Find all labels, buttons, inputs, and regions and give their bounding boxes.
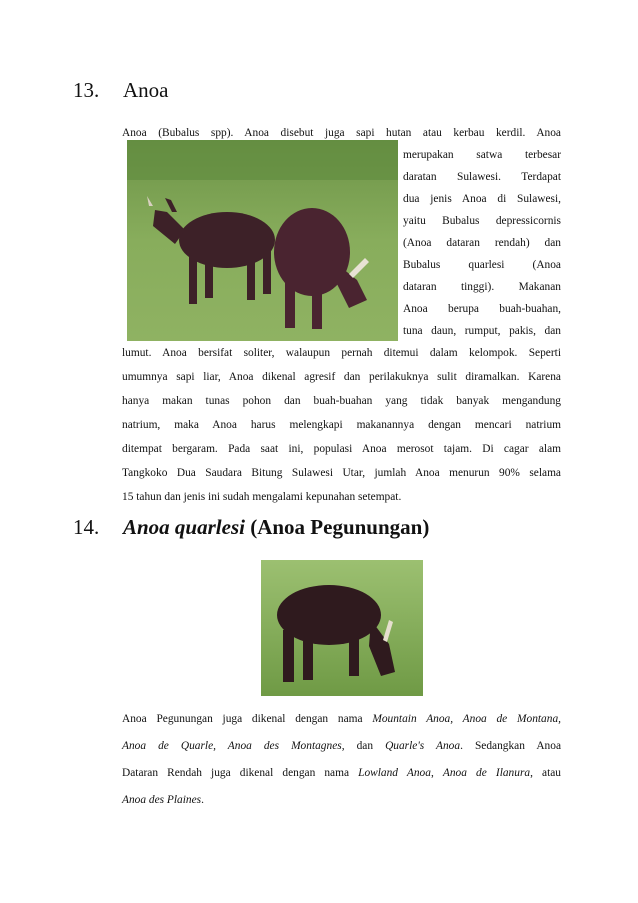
text-run: . — [201, 794, 204, 806]
text-run: Dataran Rendah juga dikenal dengan nama — [122, 767, 359, 779]
section-14-line — [122, 712, 561, 726]
section-14-heading — [73, 515, 429, 539]
section-13-title: Anoa — [123, 78, 169, 102]
body-line: 15 tahun dan jenis ini sudah mengalami kepunahan setempat. — [122, 491, 402, 503]
section-14-line — [122, 766, 561, 780]
text-run: dan — [344, 740, 386, 752]
body-line: lumut. Anoa bersifat soliter, walaupun pernah ditemui dalam kelompok. Seperti — [122, 347, 561, 359]
text-run: . Sedangkan Anoa — [460, 740, 562, 752]
section-14-title-common: (Anoa Pegunungan) — [244, 515, 430, 539]
section-14-line — [122, 793, 561, 807]
text-run: Anoa Pegunungan juga dikenal dengan nama — [122, 713, 373, 725]
section-14-number: 14. — [73, 515, 100, 539]
mountain-anoa-photo — [261, 560, 423, 696]
body-line: yaitu Bubalus depressicornis — [403, 215, 561, 227]
body-line: umumnya sapi liar, Anoa dikenal agresif dan perilakuknya sulit diramalkan. Karena — [122, 371, 561, 383]
italic-name: Anoa des Plaines — [122, 794, 202, 806]
body-line: daratan Sulawesi. Terdapat — [403, 171, 561, 183]
body-line: natrium, maka Anoa harus melengkapi makanannya dengan mencari natrium — [122, 419, 561, 431]
italic-name: Mountain Anoa, Anoa de Montana, — [372, 713, 561, 725]
body-line: dua jenis Anoa di Sulawesi, — [403, 193, 561, 205]
italic-name: Anoa de Quarle, Anoa des Montagnes, — [122, 740, 345, 752]
body-line: Tangkoko Dua Saudara Bitung Sulawesi Utar, jumlah Anoa menurun 90% selama — [122, 467, 561, 479]
body-line: hanya makan tunas pohon dan buah-buahan yang tidak banyak mengandung — [122, 395, 561, 407]
body-line: merupakan satwa terbesar — [403, 149, 561, 161]
text-run: , — [430, 767, 443, 779]
section-14-line — [122, 739, 561, 753]
body-line: Anoa (Bubalus spp). Anoa disebut juga sapi hutan atau kerbau kerdil. Anoa — [122, 127, 561, 139]
body-line: (Anoa dataran rendah) dan — [403, 237, 561, 249]
italic-name: Lowland Anoa — [358, 767, 431, 779]
italic-name: Quarle's Anoa — [385, 740, 461, 752]
anoa-pair-photo — [127, 140, 398, 341]
text-run: , atau — [530, 767, 561, 779]
body-line: Bubalus quarlesi (Anoa — [403, 259, 561, 271]
italic-name: Anoa de Ilanura — [442, 767, 531, 779]
section-13-heading — [73, 78, 169, 102]
body-line: ditempat bergaram. Pada saat ini, populasi Anoa merosot tajam. Di cagar alam — [122, 443, 561, 455]
body-line: tuna daun, rumput, pakis, dan — [403, 325, 561, 337]
section-14-title-species: Anoa quarlesi — [123, 515, 245, 539]
body-line: dataran tinggi). Makanan — [403, 281, 561, 293]
section-13-number: 13. — [73, 78, 100, 102]
body-line: Anoa berupa buah-buahan, — [403, 303, 561, 315]
